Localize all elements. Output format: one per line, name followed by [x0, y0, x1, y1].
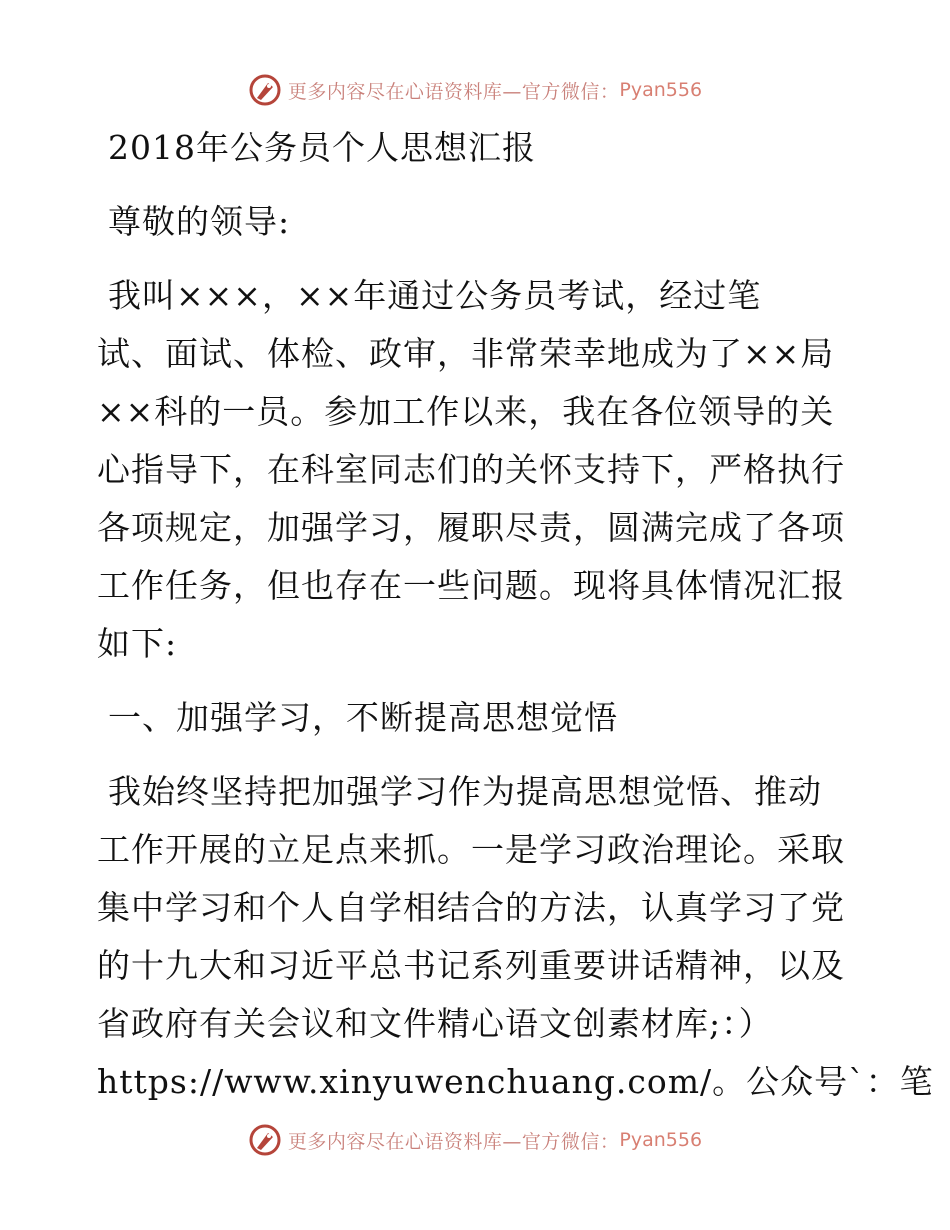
paragraph-line: 集中学习和个人自学相结合的方法，认真学习了党 — [97, 888, 845, 927]
banner-wechat-id: Pyan556 — [619, 79, 703, 101]
footer-watermark-banner — [0, 1120, 950, 1160]
paragraph-line: 我始终坚持把加强学习作为提高思想觉悟、推动 — [108, 772, 822, 811]
paragraph-line: 各项规定，加强学习，履职尽责，圆满完成了各项 — [97, 508, 845, 547]
banner-text: 更多内容尽在心语资料库—官方微信： — [287, 80, 620, 103]
banner-text: 更多内容尽在心语资料库—官方微信： — [287, 1130, 620, 1153]
paragraph-line: 的十九大和习近平总书记系列重要讲话精神，以及 — [97, 946, 845, 985]
header-watermark-banner — [0, 70, 950, 110]
section-heading: 一、加强学习，不断提高思想觉悟 — [108, 698, 618, 737]
banner-wechat-id: Pyan556 — [619, 1129, 703, 1151]
paragraph-line: 心指导下，在科室同志们的关怀支持下，严格执行 — [97, 450, 845, 489]
pen-nib-logo-icon — [248, 1123, 282, 1157]
paragraph-line: 我叫×××，××年通过公务员考试，经过笔 — [108, 276, 762, 315]
paragraph-line: 如下: — [97, 624, 178, 663]
document-title: 2018年公务员个人思想汇报 — [108, 128, 536, 167]
paragraph-line: https://www.xinyuwenchuang.com/。公众号`：笔 — [97, 1062, 934, 1101]
pen-nib-logo-icon — [248, 73, 282, 107]
paragraph-line: 省政府有关会议和文件精心语文创素材库;：） — [97, 1004, 773, 1043]
paragraph-line: 工作任务，但也存在一些问题。现将具体情况汇报 — [97, 566, 845, 605]
paragraph-line: ××科的一员。参加工作以来，我在各位领导的关 — [97, 392, 835, 431]
greeting: 尊敬的领导: — [108, 202, 291, 241]
paragraph-line: 试、面试、体检、政审，非常荣幸地成为了××局 — [97, 334, 835, 373]
paragraph-line: 工作开展的立足点来抓。一是学习政治理论。采取 — [97, 830, 845, 869]
